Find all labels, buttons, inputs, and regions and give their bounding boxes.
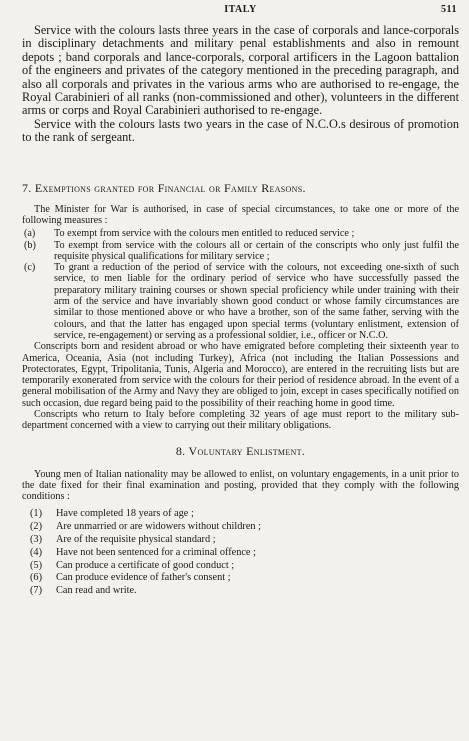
item-text: To exempt from service with the colours all or certain of the conscripts who only just fulfil the requisite physical qualifications for military service ; [54,239,459,262]
enlistment-conditions-list [22,508,459,598]
item-marker: (6) [30,572,43,584]
item-marker: (c) [24,262,36,274]
item-marker: (3) [30,534,43,546]
running-header [24,4,457,18]
item-marker: (b) [24,239,36,251]
list-item [22,547,459,560]
item-text: Can produce a certificate of good conduct ; [56,559,235,571]
paragraph-service-three-years: Service with the colours lasts three years in the case of corporals and lance-corporals in disciplinary detachments and military penal establishments and also in remount depots ; band corporals and lance-corporals, corporal artificers in the Lagoon battalion of the engineers and privates of the category mentioned in the preceding paragraph, and also all corporals and privates in the various arms who are authorised to re-engage, the Royal Carabinieri of all ranks (non-commissioned and other), volunteers in the different arms or corps and Royal Carabinieri authorised to re-engage. [22,23,459,118]
section-7-intro: The Minister for War is authorised, in case of special circumstances, to take one or more of the following measures : [22,203,459,226]
section-7-heading: 7. Exemptions granted for Financial or Family Reasons. [22,180,306,195]
item-text: Are of the requisite physical standard ; [56,534,216,546]
item-marker: (4) [30,546,43,558]
paragraph-conscripts-abroad: Conscripts born and resident abroad or who have emigrated before completing their sixteenth year to America, Oceania, Asia (not including Turkey), Africa (not including the Italian Possessions and Protectorates, Egypt, Tripolitania, Tunis, Algeria and Morocco), are entered in the recruiting lists but are temporarily exonerated from service with the colours for their period of residence abroad. In the event of a general mobilisation of the Army and Navy they are obliged to join, except in cases specifically notified on such occasion, due regard being paid to the possibility of their reaching home in good time. [22,341,459,409]
section-8-intro: Young men of Italian nationality may be allowed to enlist, on voluntary engagements, in a unit prior to the date fixed for their final examination and posting, provided that they comply with the following conditions : [22,468,459,503]
list-item [22,240,459,263]
item-marker: (1) [30,508,43,520]
list-item [22,572,459,585]
item-text: Have not been sentenced for a criminal offence ; [56,546,256,558]
item-text: Are unmarried or are widowers without children ; [56,521,262,533]
item-marker: (5) [30,559,43,571]
item-marker: (a) [24,228,36,240]
list-item [22,262,459,341]
header-title: ITALY [224,4,257,15]
item-marker: (2) [30,521,43,533]
list-item [22,521,459,534]
item-marker: (7) [30,585,43,597]
list-item [22,534,459,547]
list-item [22,228,459,239]
list-item [22,560,459,573]
exemption-measures-list [22,228,459,341]
item-text: Can read and write. [56,585,137,597]
item-text: To exempt from service with the colours men entitled to reduced service ; [54,228,355,240]
item-text: Can produce evidence of father's consent ; [56,572,231,584]
list-item [22,508,459,521]
section-8-heading: 8. Voluntary Enlistment. [175,443,306,458]
paragraph-service-two-years: Service with the colours lasts two years in the case of N.C.O.s desirous of promotion to the rank of sergeant. [22,116,459,145]
page-number: 511 [441,4,457,15]
paragraph-conscripts-return: Conscripts who return to Italy before completing 32 years of age must report to the military sub-department concerned with a view to carrying out their military obligations. [22,409,459,432]
page-body [22,24,459,598]
list-item [22,585,459,598]
item-text: To grant a reduction of the period of service with the colours, not exceeding one-sixth of such service, to men liable for the ordinary period of service who have successfully passed the preparatory military training courses or shown special proficiency while under training with their arm of the service and have invariably shown good conduct or whose family circumstances are similar to those mentioned above or who have a brother, son of the same father, serving with the colours, and that the latter has engaged upon special terms (voluntary enlistment, extension of service, re-engagement) or serving as a professional soldier, i.e., officer or N.C.O. [54,262,459,341]
item-text: Have completed 18 years of age ; [56,508,194,520]
